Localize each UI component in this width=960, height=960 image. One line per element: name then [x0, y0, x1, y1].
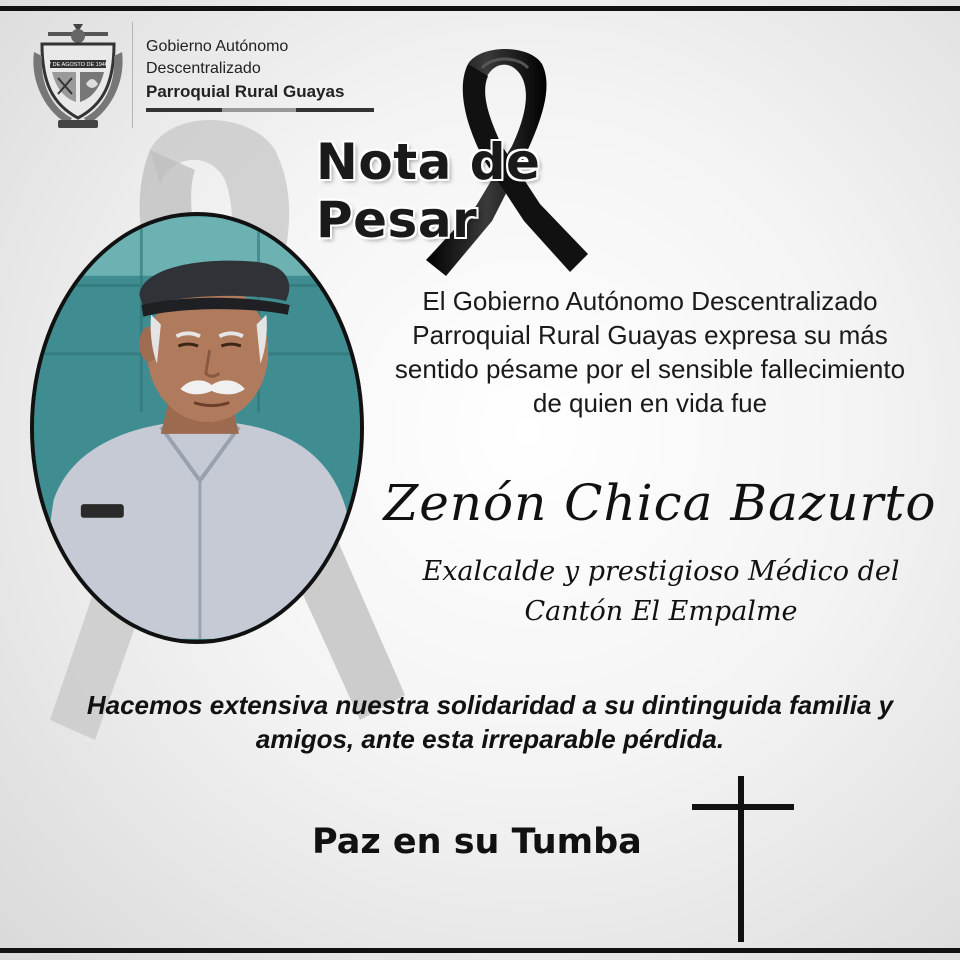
header-divider [132, 22, 133, 128]
org-underline-accent [222, 108, 296, 112]
cross-icon [692, 776, 794, 942]
seal-text: 7 DE AGOSTO DE 1946 [48, 62, 108, 68]
org-line-2: Descentralizado [146, 60, 261, 77]
portrait-photo [30, 212, 364, 644]
page-title: Nota de Pesar [316, 133, 541, 249]
closing-phrase: Paz en su Tumba [312, 822, 642, 862]
condolence-message: El Gobierno Autónomo Descentralizado Parroquial Rural Guayas expresa su más sentido pésame por el sensible fallecimiento de quien en vida fue [394, 286, 906, 418]
organization-name [146, 36, 344, 104]
org-line-1: Gobierno Autónomo [146, 38, 289, 55]
portrait-image [34, 216, 360, 640]
bottom-border [0, 948, 960, 953]
solidarity-message: Hacemos extensiva nuestra solidaridad a su dintinguida familia y amigos, ante esta irreparable pérdida. [86, 690, 894, 754]
deceased-name: Zenón Chica Bazurto [383, 474, 937, 532]
parish-seal-icon [28, 22, 128, 130]
deceased-description: Exalcalde y prestigioso Médico del Cantón El Empalme [422, 556, 900, 627]
org-line-3: Parroquial Rural Guayas [146, 82, 345, 101]
